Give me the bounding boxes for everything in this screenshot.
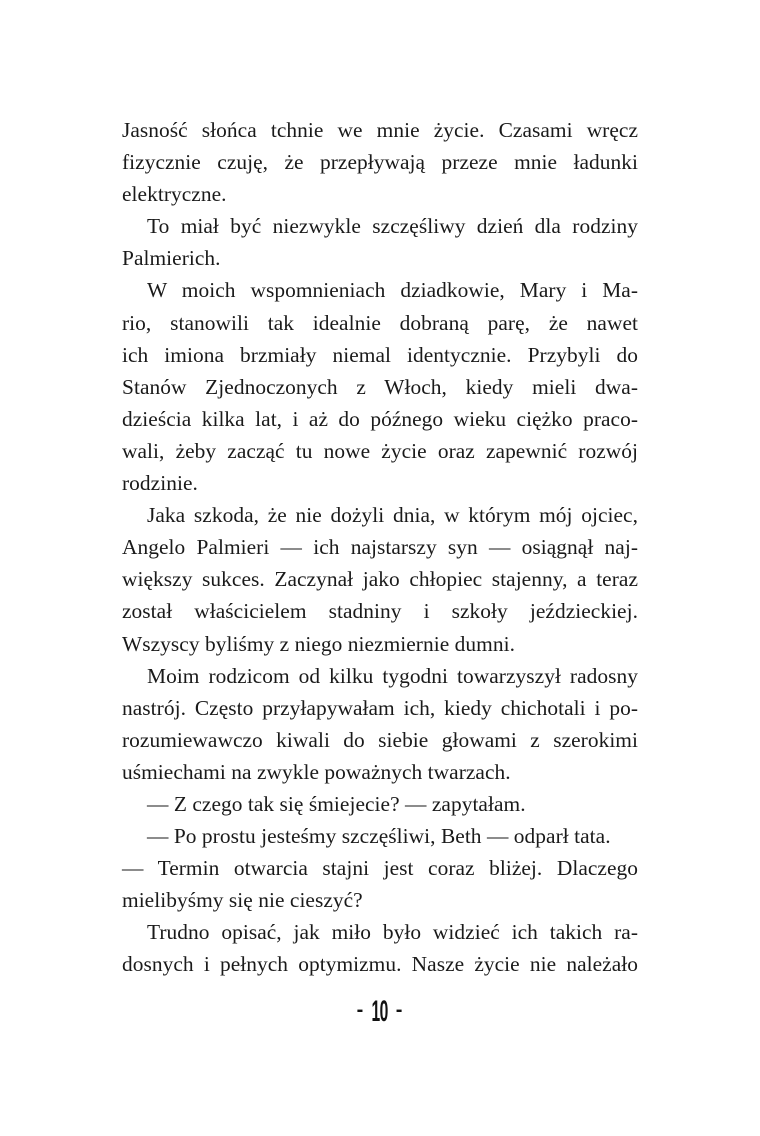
text-line: został właścicielem stadniny i szkoły jeździeckiej. bbox=[122, 599, 638, 624]
text-line: dzieścia kilka lat, i aż do późnego wieku ciężko praco- bbox=[122, 406, 638, 431]
paragraph bbox=[122, 788, 638, 820]
paragraph bbox=[122, 852, 638, 916]
paragraph bbox=[122, 660, 638, 788]
text-line: nastrój. Często przyłapywałam ich, kiedy chichotali i po- bbox=[122, 695, 638, 720]
paragraph bbox=[122, 210, 638, 274]
text-line: Jaka szkoda, że nie dożyli dnia, w którym mój ojciec, bbox=[147, 503, 638, 528]
text-line: Palmierich. bbox=[122, 246, 221, 271]
page-number-right-rule: - bbox=[395, 999, 404, 1021]
paragraph bbox=[122, 274, 638, 499]
page-number-value: 10 bbox=[371, 995, 389, 1028]
text-line: rio, stanowili tak idealnie dobraną parę, że nawet bbox=[122, 310, 638, 335]
text-line: uśmiechami na zwykle poważnych twarzach. bbox=[122, 759, 511, 784]
page-number-left-rule: - bbox=[356, 999, 365, 1021]
text-line: Jasność słońca tchnie we mnie życie. Czasami wręcz bbox=[122, 118, 638, 142]
text-line: dosnych i pełnych optymizmu. Nasze życie nie należało bbox=[122, 952, 638, 977]
page-number bbox=[0, 995, 760, 1029]
text-line: Wszyscy byliśmy z niego niezmiernie dumni. bbox=[122, 631, 515, 656]
paragraph bbox=[122, 916, 638, 980]
text-line: Stanów Zjednoczonych z Włoch, kiedy mieli dwa- bbox=[122, 374, 638, 399]
text-line: mielibyśmy się nie cieszyć? bbox=[122, 888, 363, 913]
text-line: rodzinie. bbox=[122, 471, 198, 496]
text-line: — Po prostu jesteśmy szczęśliwi, Beth — odparł tata. bbox=[147, 824, 611, 849]
text-line: ich imiona brzmiały niemal identycznie. Przybyli do bbox=[122, 342, 638, 367]
text-line: W moich wspomnieniach dziadkowie, Mary i Ma- bbox=[147, 278, 638, 303]
paragraph bbox=[122, 114, 638, 210]
page-text-body bbox=[122, 114, 638, 981]
text-line: większy sukces. Zaczynał jako chłopiec stajenny, a teraz bbox=[122, 567, 638, 592]
text-line: rozumiewawczo kiwali do siebie głowami z szerokimi bbox=[122, 727, 638, 752]
text-line: elektryczne. bbox=[122, 182, 227, 207]
text-line: To miał być niezwykle szczęśliwy dzień dla rodziny bbox=[147, 214, 638, 239]
text-line: — Termin otwarcia stajni jest coraz bliżej. Dlaczego bbox=[122, 856, 638, 881]
text-line: Trudno opisać, jak miło było widzieć ich takich ra- bbox=[147, 920, 638, 945]
text-line: Angelo Palmieri — ich najstarszy syn — osiągnął naj- bbox=[122, 535, 638, 560]
text-line: — Z czego tak się śmiejecie? — zapytałam. bbox=[147, 791, 526, 816]
text-line: wali, żeby zacząć tu nowe życie oraz zapewnić rozwój bbox=[122, 438, 638, 463]
text-line: fizycznie czuję, że przepływają przeze mnie ładunki bbox=[122, 150, 638, 175]
text-line: Moim rodzicom od kilku tygodni towarzyszył radosny bbox=[147, 663, 638, 688]
paragraph bbox=[122, 499, 638, 659]
paragraph bbox=[122, 820, 638, 852]
